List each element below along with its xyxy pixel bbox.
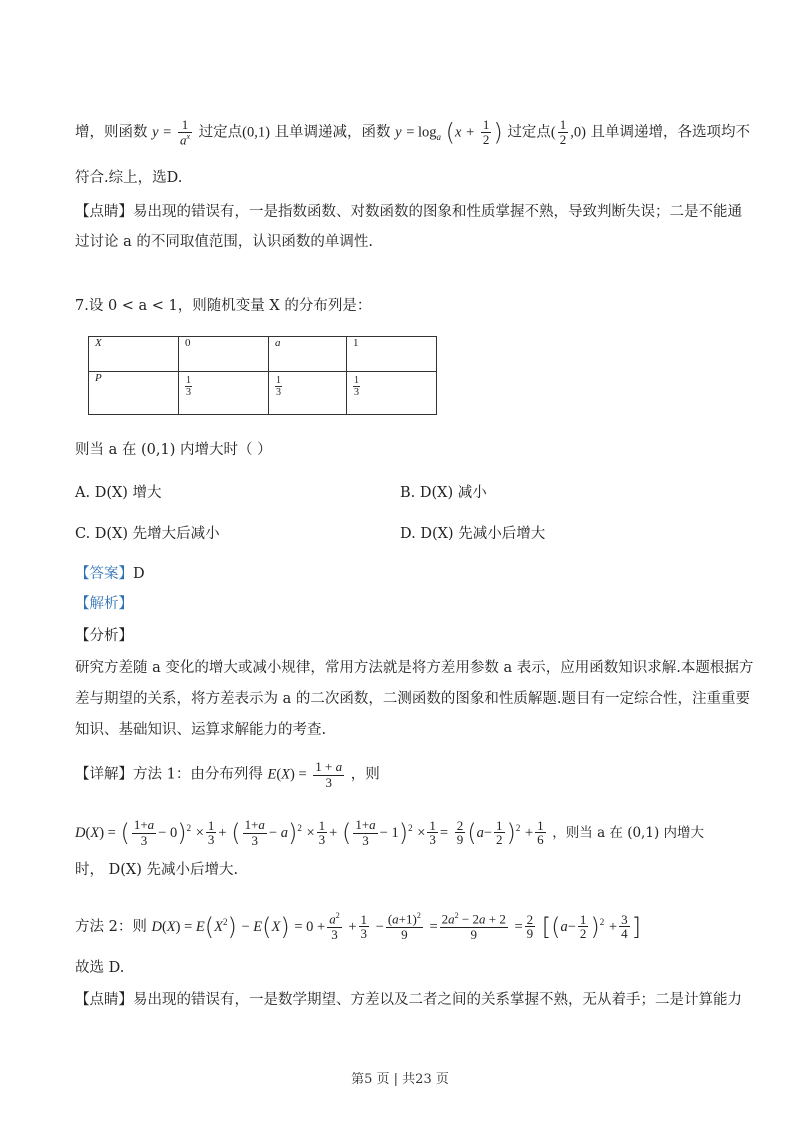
- table-cell: X: [89, 337, 179, 372]
- fenxi-line: 差与期望的关系，将方差表示为 a 的二次函数，二测函数的图象和性质解题.题目有一定综合性，注重重要: [75, 691, 750, 707]
- xiangjie-line3: 时， D(X) 先减小后增大.: [75, 862, 239, 878]
- answer-line: 【答案】D: [75, 566, 145, 582]
- table-cell: a: [269, 337, 347, 372]
- method2-formula: 方法 2：则 $D(X) = E(X^2) - E(X) = 0$ + $\frac{a^2}{3}$ + $\frac{1}{3}$ − $\frac{(a+1)^2}{9}$ = $\frac{2a^2 - 2a + 2}{9}$ = $\frac{2}{9}$ [(a− $\frac{1}{2}$ )$^2$ + $\frac{3}{4}$ ]: [75, 911, 641, 942]
- page-footer: 第5 页 | 共23 页: [351, 1072, 449, 1087]
- intro-line: 增，则函数 y = $\frac{1}{a^x}$ 过定点(0,1) 且单调递减，函数 $y = \log_a (x$ + $\frac{1}{2}$ ) 过定点( $\frac{1}{2}$ ,0) 且单调递增，各选项均不: [75, 117, 751, 147]
- option-d: D. D(X) 先减小后增大: [400, 526, 546, 542]
- table-cell: 1: [347, 337, 437, 372]
- question-stem: 7.设 0 < a < 1，则随机变量 X 的分布列是：: [75, 298, 372, 314]
- table-cell: 0: [179, 337, 269, 372]
- jiexi-tag: 【解析】: [75, 596, 133, 612]
- xiangjie-line: 【详解】方法 1：由分布列得 E(X) = $\frac{1 + a}{3}$ ，则: [75, 759, 380, 790]
- variance-formula: D(X) = ( $\frac{1+a}{3}$ − 0)$^2$ × $\frac{1}{3}$ + ( $\frac{1+a}{3}$ − a)$^2$ × $\frac{1}{3}$ + ( $\frac{1+a}{3}$ − 1)$^2$ × $\frac{1}{3}$ = $\frac{2}{9}$ (a− $\frac{1}{2}$ )$^2$ + $\frac{1}{6}$ ，则当 a 在 (0,1) 内增大: [75, 817, 704, 848]
- dianjing-1: 【点睛】易出现的错误有，一是指数函数、对数函数的图象和性质掌握不熟，导致判断失误；二是不能通: [75, 204, 742, 220]
- table-cell: P: [89, 372, 179, 415]
- fenxi-line: 研究方差随 a 变化的增大或减小规律，常用方法就是将方差用参数 a 表示，应用函数知识求解.本题根据方: [75, 660, 754, 676]
- dianjing-2: 【点睛】易出现的错误有，一是数学期望、方差以及二者之间的关系掌握不熟，无从着手；二是计算能力: [75, 992, 742, 1008]
- table-cell: $\frac{1}{3}$: [179, 372, 269, 415]
- option-b: B. D(X) 减小: [400, 485, 487, 501]
- fenxi-line: 知识、基础知识、运算求解能力的考查.: [75, 722, 327, 738]
- table-cell: $\frac{1}{3}$: [269, 372, 347, 415]
- option-a: A. D(X) 增大: [75, 485, 162, 501]
- conclude-line: 故选 D.: [75, 960, 125, 976]
- distribution-table: [88, 336, 437, 415]
- question-prompt: 则当 a 在 (0,1) 内增大时（ ）: [75, 442, 272, 458]
- table-cell: $\frac{1}{3}$: [347, 372, 437, 415]
- conclusion-line: 符合.综上，选D.: [75, 170, 183, 186]
- option-c: C. D(X) 先增大后减小: [75, 526, 220, 542]
- fenxi-tag: 【分析】: [75, 628, 133, 644]
- dianjing-1-cont: 过讨论 a 的不同取值范围，认识函数的单调性.: [75, 234, 373, 250]
